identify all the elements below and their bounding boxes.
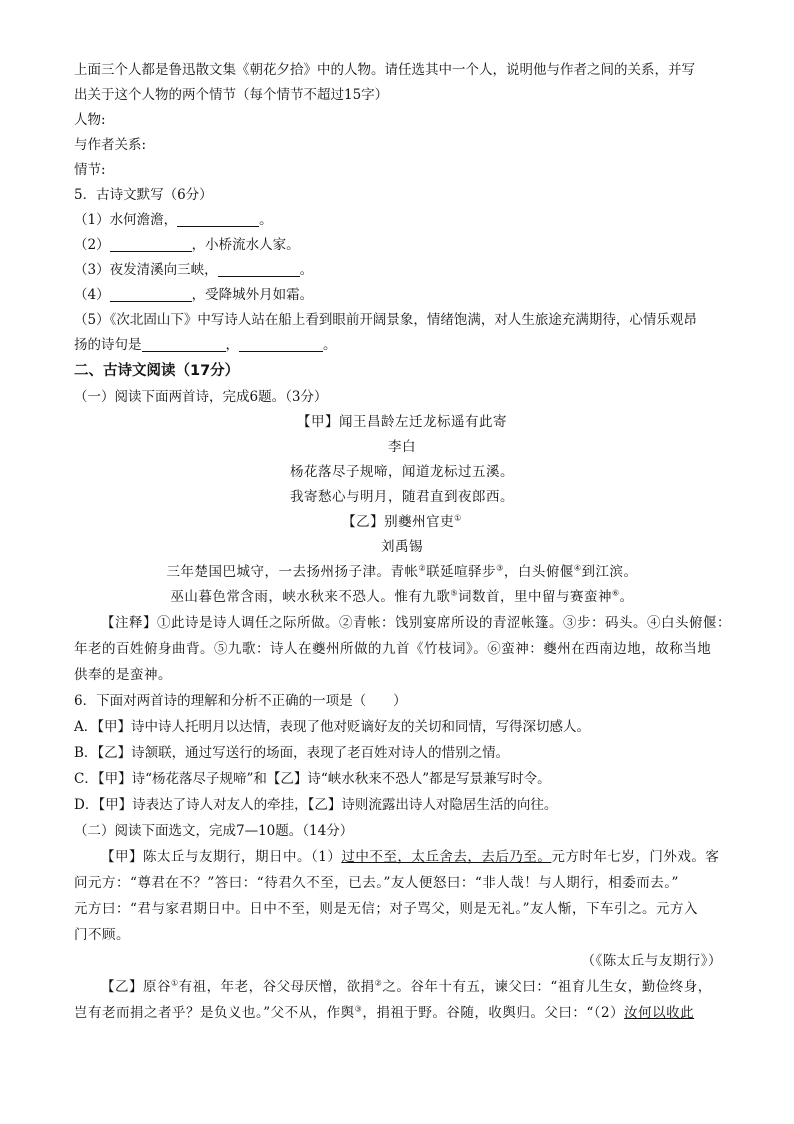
q5-item-5-line-1: （5）《次北固山下》中写诗人站在船上看到眼前开阔景象，情绪饱满，对人生旅途充满期待，心情乐观昂 [74, 312, 697, 328]
passage-a-line-1: 【甲】陈太丘与友期行，期日中。（1）过中不至，太丘舍去，去后乃至。元方时年七岁，门外戏。客 [101, 849, 720, 865]
section-2-title: 二、古诗文阅读（17分） [74, 363, 240, 379]
q5-item-4: （4） ，受降城外月如霜。 [74, 287, 314, 303]
poem-a-line-2: 我寄愁心与明月，随君直到夜郎西。 [290, 489, 514, 505]
answer-blank[interactable] [177, 210, 259, 227]
q5-item-1: （1）水何澹澹， 。 [74, 212, 273, 228]
q6-option-a[interactable]: A．【甲】诗中诗人托明月以达情，表现了他对贬谪好友的关切和同情，写得深切感人。 [74, 719, 590, 735]
passage-b-line-2: 岂有老而捐之者乎？是负义也。”父不从，作舆③，捐祖于野。谷随，收舆归。父曰：“（2）汝何以收此 [74, 1004, 695, 1021]
passage-a-line-2: 问元方：“尊君在不？”答曰：“待君久不至，已去。”友人便怒曰：“非人哉！与人期行，相委而去。” [74, 875, 679, 891]
passage-b-line-1: 【乙】原谷①有祖，年老，谷父母厌憎，欲捐②之。谷年十有五，谏父曰：“祖育儿生女，勤俭终身， [101, 978, 712, 995]
q5-item-3: （3）夜发清溪向三峡， 。 [74, 262, 314, 278]
exam-page [74, 58, 730, 1026]
answer-plot-label: 情节: [74, 162, 106, 178]
q5-title: 5．古诗文默写（6分） [74, 187, 213, 203]
poem-a-title: 【甲】闻王昌龄左迁龙标遥有此寄 [297, 414, 507, 430]
poem-a-line-1: 杨花落尽子规啼，闻道龙标过五溪。 [290, 464, 514, 480]
answer-blank[interactable] [239, 335, 323, 352]
q5-item-2: （2） ，小桥流水人家。 [74, 237, 300, 253]
part-1-title: （一）阅读下面两首诗，完成6题。（3分） [74, 389, 328, 405]
answer-relation-label: 与作者关系: [74, 137, 147, 153]
poem-b-line-2: 巫山暮色常含雨，峡水秋来不恐人。惟有九歌⑤词数首，里中留与赛蛮神⑥。 [170, 588, 634, 605]
intro-line-1: 上面三个人都是鲁迅散文集《朝花夕拾》中的人物。请任选其中一个人，说明他与作者之间的关系，并写 [74, 62, 695, 78]
notes-line-2: 年老的百姓俯身曲背。⑤九歌：诗人在夔州所做的九首《竹枝词》。⑥蛮神：夔州在西南边地，故称当地 [74, 641, 712, 657]
intro-line-2: 出关于这个人物的两个情节（每个情节不超过15字） [74, 87, 389, 103]
answer-blank[interactable] [142, 335, 226, 352]
notes-line-3: 供奉的是蛮神。 [74, 667, 172, 683]
poem-b-title: 【乙】别夔州官吏① [342, 513, 462, 530]
answer-blank[interactable] [110, 235, 192, 252]
q6-option-c[interactable]: C．【甲】诗“杨花落尽子规啼”和【乙】诗“峡水秋来不恐人”都是写景兼写时令。 [74, 771, 551, 787]
answer-blank[interactable] [218, 260, 300, 277]
q6-option-b[interactable]: B．【乙】诗颔联，通过写送行的场面，表现了老百姓对诗人的惜别之情。 [74, 745, 510, 761]
passage-a-line-4: 门不顾。 [74, 927, 130, 943]
underlined-sentence-1: 过中不至，太丘舍去，去后乃至。 [341, 849, 552, 865]
q5-item-5-line-2: 扬的诗句是 ， 。 [74, 337, 337, 353]
part-2-title: （二）阅读下面选文，完成7—10题。（14分） [74, 823, 354, 839]
answer-blank[interactable] [110, 285, 192, 302]
poem-a-author: 李白 [388, 439, 416, 455]
poem-b-line-1: 三年楚国巴城守，一去扬州扬子津。青帐②联延喧驿步③，白头俯偃④到江滨。 [166, 563, 638, 580]
q6-stem: 6．下面对两首诗的理解和分析不正确的一项是（ ） [74, 693, 407, 709]
underlined-sentence-2: 汝何以收此 [624, 1005, 695, 1021]
answer-person-label: 人物: [74, 112, 106, 128]
poem-b-author: 刘禹锡 [381, 539, 423, 555]
passage-a-source: （《陈太丘与友期行》） [581, 953, 722, 969]
passage-a-line-3: 元方曰：“君与家君期日中。日中不至，则是无信；对子骂父，则是无礼。”友人惭，下车引之。元方入 [74, 901, 699, 917]
notes-line-1: 【注释】①此诗是诗人调任之际所做。②青帐：饯别宴席所设的青涩帐篷。③步：码头。④白头俯偃： [101, 615, 731, 631]
q6-option-d[interactable]: D．【甲】诗表达了诗人对友人的牵挂，【乙】诗则流露出诗人对隐居生活的向往。 [74, 797, 558, 813]
